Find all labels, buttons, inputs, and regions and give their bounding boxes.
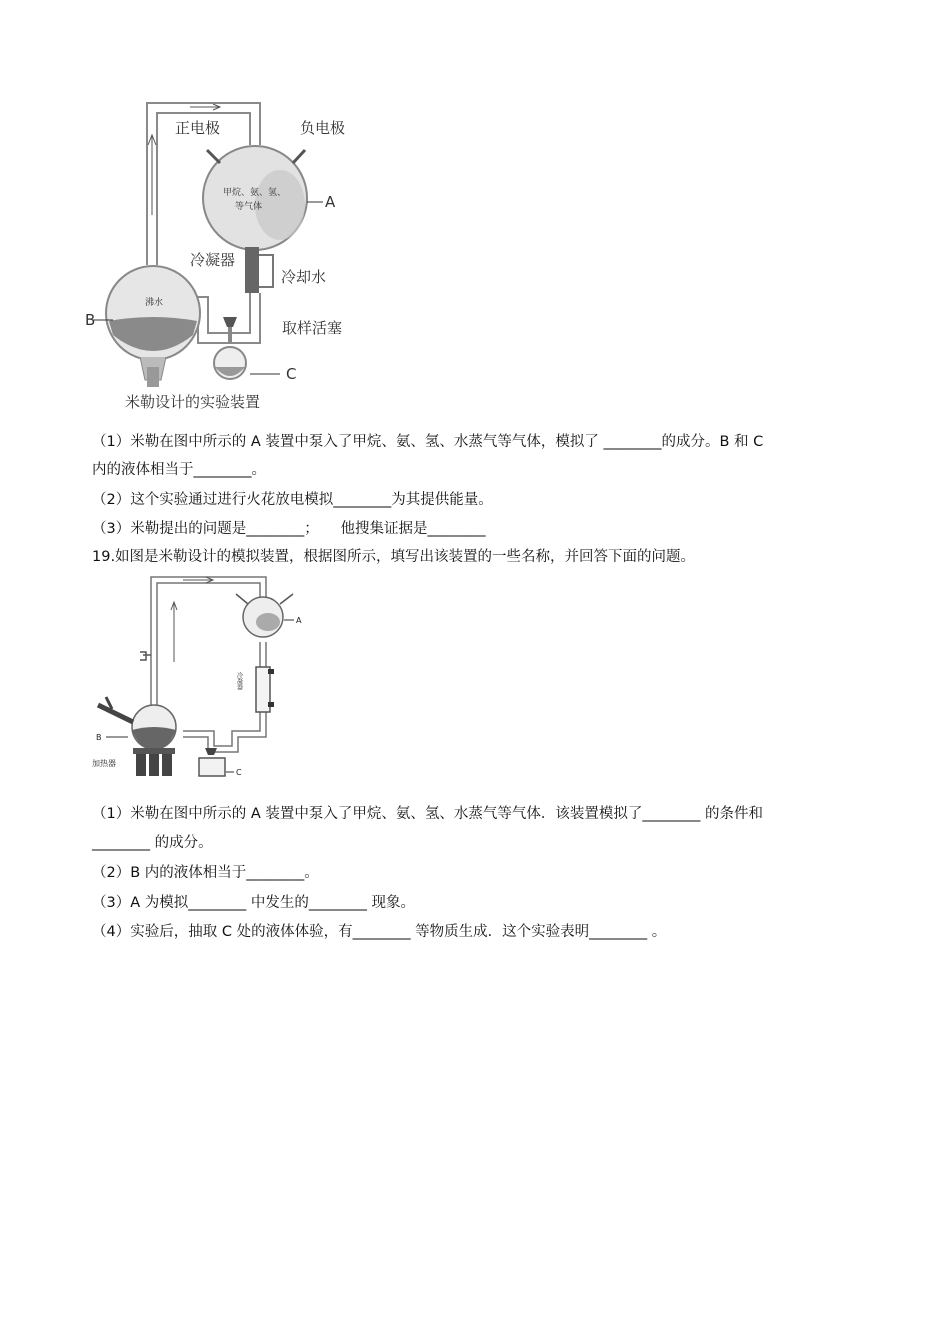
label-b: B <box>96 733 102 742</box>
label-heater: 加热器 <box>92 759 116 768</box>
label-c: C <box>236 768 242 777</box>
figure-caption: 米勒设计的实验装置 <box>125 393 261 411</box>
label-cooling-water: 冷却水 <box>281 268 327 286</box>
flow-arrow <box>148 135 156 215</box>
sampling-valve <box>205 748 217 755</box>
condenser <box>245 247 259 293</box>
q18-part1-line2: 内的液体相当于________。 <box>92 462 266 478</box>
q19-part4: （4）实验后，抽取 C 处的液体体验，有________ 等物质生成．这个实验表明________ 。 <box>92 924 667 940</box>
q19-part2: （2）B 内的液体相当于________。 <box>92 865 319 881</box>
label-c: C <box>286 365 297 383</box>
negative-electrode <box>293 150 305 163</box>
label-gases-1: 甲烷、氨、氢、 <box>223 188 287 198</box>
label-a: A <box>325 193 336 211</box>
sampling-valve <box>223 317 237 327</box>
miller-apparatus-figure-2 <box>88 572 318 782</box>
positive-electrode <box>207 150 220 163</box>
flow-arrow <box>190 104 220 110</box>
label-positive-electrode: 正电极 <box>175 119 221 137</box>
label-gases-2: 等气体 <box>235 202 263 212</box>
label-a: A <box>296 616 302 625</box>
q19-part1-line2: ________ 的成分。 <box>92 835 213 851</box>
heater <box>133 748 175 754</box>
q19-intro: 19.如图是米勒设计的模拟装置，根据图所示，填写出该装置的一些名称，并回答下面的问题。 <box>92 549 696 565</box>
miller-apparatus-figure-1 <box>85 95 365 420</box>
label-boiling-water: 沸水 <box>145 298 164 308</box>
q19-part3: （3）A 为模拟________ 中发生的________ 现象。 <box>92 895 415 911</box>
condenser <box>256 667 270 712</box>
q18-part3: （3）米勒提出的问题是________； 他搜集证据是________ <box>92 521 486 537</box>
label-negative-electrode: 负电极 <box>300 119 346 137</box>
label-sampling-valve: 取样活塞 <box>282 319 343 337</box>
label-condenser: 冷凝器 <box>190 251 236 269</box>
flask-c <box>199 758 225 776</box>
q18-part2: （2）这个实验通过进行火花放电模拟________为其提供能量。 <box>92 492 493 508</box>
q18-part1-line1: （1）米勒在图中所示的 A 装置中泵入了甲烷、氨、氢、水蒸气等气体，模拟了 ________的成分。B 和 C <box>92 434 764 450</box>
label-condenser: 冷凝器 <box>235 672 243 690</box>
q19-part1-line1: （1）米勒在图中所示的 A 装置中泵入了甲烷、氨、氢、水蒸气等气体．该装置模拟了________ 的条件和 <box>92 806 763 822</box>
label-b: B <box>85 311 96 329</box>
